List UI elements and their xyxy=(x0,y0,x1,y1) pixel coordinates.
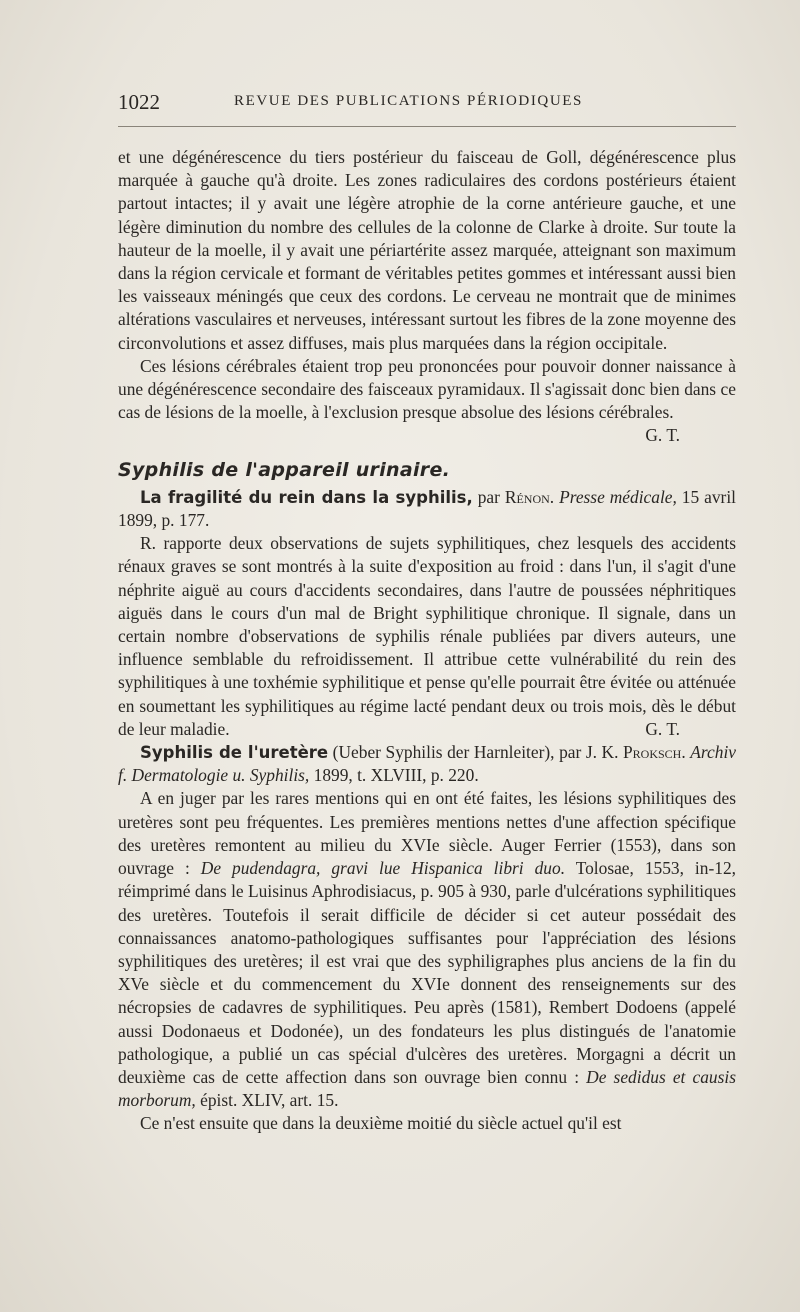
article-uretere-header: Syphilis de l'uretère (Ueber Syphilis der Harnleiter), par J. K. Proksch. Archiv f. Dermatologie u. Syphilis, 1899, t. XLVIII, p. 220. xyxy=(118,742,736,786)
paragraph-conclusion: Ces lésions cérébrales étaient trop peu prononcées pour pouvoir donner naissance à une dégénérescence secondaire des faisceaux pyramidaux. Il s'agissait donc bien dans ce cas de lésions de la moelle, à l'exclusion presque absolue des lésions cérébrales. G. T. xyxy=(118,355,736,425)
body-text xyxy=(118,146,736,1136)
section-heading: Syphilis de l'appareil urinaire. xyxy=(118,458,451,481)
article-uretere-body: A en juger par les rares mentions qui en ont été faites, les lésions syphilitiques des uretères sont peu fréquentes. Les premières mentions nettes d'une affection spécifique des uretères remontent au milieu du XVIe siècle. Auger Ferrier (1553), dans son ouvrage : De pudendagra, gravi lue Hispanica libri duo. Tolosae, 1553, in-12, réimprimé dans le Luisinus Aphrodisiacus, p. 905 à 930, parle d'ulcérations syphilitiques des uretères. Toutefois il serait difficile de décider si cet auteur possédait des connaissances anatomo-pathologiques suffisantes pour l'appréciation des lésions syphilitiques des uretères; il est vrai que des syphiligraphes plus anciens de la fin du XVe siècle et du commencement du XVIe donnent des renseignements sur des nécropsies de cadavres de syphilitiques. Peu après (1581), Rembert Dodoens (appelé aussi Dodonaeus et Dodonée), un des fondateurs les plus distingués de l'anatomie pathologique, a publié un cas spécial d'ulcères des uretères. Morgagni a décrit un deuxième cas de cette affection dans son ouvrage bien connu : De sedidus et causis morborum, épist. XLIV, art. 15. xyxy=(118,788,736,1111)
running-header xyxy=(118,90,736,120)
article-title: La fragilité du rein dans la syphilis, xyxy=(140,487,473,507)
header-rule xyxy=(118,126,736,127)
paragraph-last: Ce n'est ensuite que dans la deuxième moitié du siècle actuel qu'il est xyxy=(140,1113,622,1134)
cited-work: De pudendagra, gravi lue Hispanica libri duo. xyxy=(200,858,566,879)
paragraph-continued: et une dégénérescence du tiers postérieur du faisceau de Goll, dégénérescence plus marquée à gauche qu'à droite. Les zones radiculaires des cordons postérieurs étaient partout intactes; il y avait une légère atrophie de la corne antérieure gauche, et une légère diminution du nombre des cellules de la colonne de Clarke à droite. Sur toute la hauteur de la moelle, il y avait une périartérite assez marquée, atteignant son maximum dans la région cervicale et formant de véritables petites gommes et intéressant aussi bien les vaisseaux méningés que ceux des cordons. Le cerveau ne montrait que de minimes altérations vasculaires et nerveuses, intéressant surtout les fibres de la zone moyenne des circonvolutions et assez diffuses, mais plus marquées dans la région occipitale. xyxy=(118,147,736,353)
article-rein-header: La fragilité du rein dans la syphilis, par Rénon. Presse médicale, 15 avril 1899, p. 177. xyxy=(118,486,736,531)
page-number: 1022 xyxy=(118,90,160,114)
article-author: Rénon xyxy=(504,486,550,507)
signature: G. T. xyxy=(645,425,680,446)
article-journal: Archiv f. Dermatologie u. Syphilis, xyxy=(118,742,736,786)
cited-work: De sedidus et causis morborum, xyxy=(118,1066,736,1111)
article-journal: Presse médicale, xyxy=(559,486,677,507)
article-author: Proksch xyxy=(623,742,682,763)
running-title: REVUE DES PUBLICATIONS PÉRIODIQUES xyxy=(234,93,583,109)
article-title: Syphilis de l'uretère xyxy=(140,743,329,763)
signature: G. T. xyxy=(645,718,680,739)
article-rein-body: R. rapporte deux observations de sujets syphilitiques, chez lesquels des accidents rénaux graves se sont montrés à la suite d'exposition au froid : dans l'un, il s'agit d'une néphrite aiguë au cours d'accidents secondaires, dans l'autre de poussées néphritiques aiguës dans le cours d'un mal de Bright syphilitique chronique. Il signale, dans un certain nombre d'observations de syphilis rénale publiées par divers auteurs, une influence semblable du refroidissement. Il attribue cette vulnérabilité du rein des syphilitiques à une toxhémie syphilitique et pense qu'elle pourrait être évitée ou atténuée en soumettant les syphilitiques au régime lacté pendant deux ou trois mois, dès le début de leur maladie. G. T. xyxy=(118,532,736,741)
